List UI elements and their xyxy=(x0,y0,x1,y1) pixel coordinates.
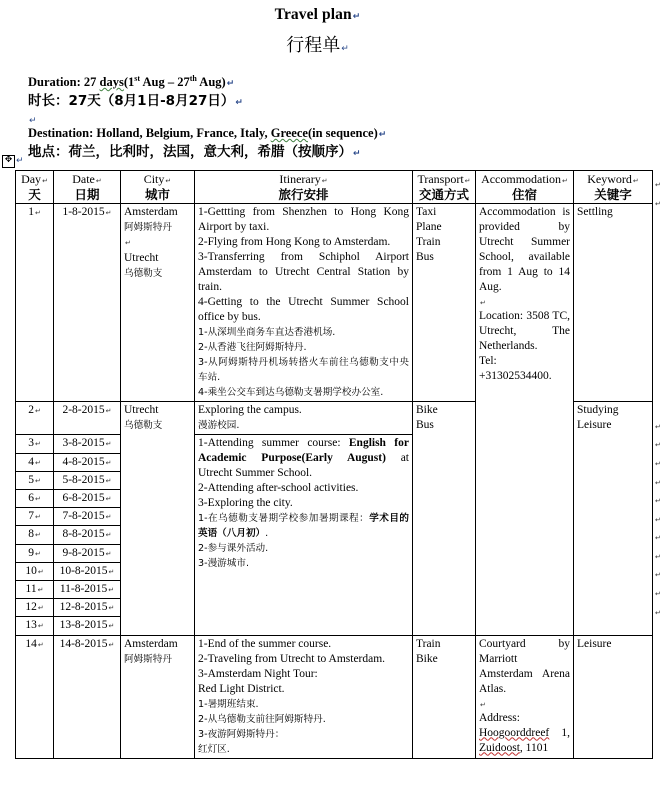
cell-day: 2↵ xyxy=(16,402,54,435)
cell-itinerary: 1-End of the summer course. 2-Traveling from Utrecht to Amsterdam. 3-Amsterdam Night Tour: Red Light District. 1-暑期班结束. 2-从乌德勒支前往阿姆斯特丹. 3-夜游阿姆斯特丹： 红灯区. xyxy=(195,635,413,758)
cell-day: 5↵ xyxy=(16,471,54,489)
cell-day: 12↵ xyxy=(16,599,54,617)
duration-line-zh: 时长：27天（8月1日-8月27日）↵ xyxy=(28,93,243,110)
cell-date: 14-8-2015↵ xyxy=(54,635,121,758)
cell-day: 7↵ xyxy=(16,508,54,526)
pilcrow-mark: ↵ xyxy=(352,12,361,22)
cell-date: 6-8-2015↵ xyxy=(54,490,121,508)
cell-transport: Bike Bus xyxy=(413,402,476,635)
pilcrow-mark: ↵ xyxy=(235,98,243,109)
pilcrow-mark: ↵ xyxy=(655,571,661,580)
pilcrow-mark: ↵ xyxy=(655,608,661,617)
table-row xyxy=(16,635,653,758)
pilcrow-mark xyxy=(655,213,669,232)
table-row xyxy=(16,204,653,402)
cell-keyword: Settling xyxy=(574,204,653,402)
table-move-handle-icon[interactable]: ✥ xyxy=(2,155,15,168)
pilcrow-mark: ↵ xyxy=(655,459,661,468)
cell-transport: Taxi Plane Train Bus xyxy=(413,204,476,402)
margin-pilcrow-column xyxy=(655,176,669,622)
column-header-keyword: Keyword↵ 关键字 xyxy=(574,171,653,204)
pilcrow-mark: ↵ xyxy=(655,534,661,543)
cell-date: 9-8-2015↵ xyxy=(54,544,121,562)
pilcrow-mark xyxy=(655,362,669,381)
cell-date: 1-8-2015↵ xyxy=(54,204,121,402)
cell-transport: Train Bike xyxy=(413,635,476,758)
cell-date: 5-8-2015↵ xyxy=(54,471,121,489)
destination-block xyxy=(0,125,671,163)
cell-itinerary: 1-Attending summer course: English for Academic Purpose(Early August) at Utrecht Summer School. 2-Attending after-school activities. 3-Exploring the city. 1-在乌德勒支暑期学校参加暑期课程：学术目的英语（八月初）. 2-参与课外活动. 3-漫游城市. xyxy=(195,435,413,635)
pilcrow-mark: ↵ xyxy=(655,478,661,487)
pilcrow-mark: ↵ xyxy=(378,130,387,141)
cell-date: 10-8-2015↵ xyxy=(54,562,121,580)
cell-day: 8↵ xyxy=(16,526,54,544)
pilcrow-mark xyxy=(655,343,669,362)
column-header-itinerary: Itinerary↵ 旅行安排 xyxy=(195,171,413,204)
cell-day: 9↵ xyxy=(16,544,54,562)
travel-plan-table-wrapper xyxy=(15,170,652,759)
pilcrow-mark xyxy=(655,399,669,418)
column-header-transport: Transport↵ 交通方式 xyxy=(413,171,476,204)
cell-date: 13-8-2015↵ xyxy=(54,617,121,635)
page-title-zh: 行程单↵ xyxy=(286,35,349,56)
page-title-en: Travel plan↵ xyxy=(274,6,361,23)
itinerary-line-course-zh: 1-在乌德勒支暑期学校参加暑期课程：学术目的英语（八月初）. xyxy=(198,513,409,540)
pilcrow-mark: ↵ xyxy=(655,590,661,599)
table-header-row xyxy=(16,171,653,204)
cell-day: 1↵ xyxy=(16,204,54,402)
pilcrow-mark: ↵ xyxy=(16,156,24,166)
cell-date: 8-8-2015↵ xyxy=(54,526,121,544)
cell-date: 2-8-2015↵ xyxy=(54,402,121,435)
cell-day: 11↵ xyxy=(16,581,54,599)
document-meta xyxy=(0,71,671,112)
travel-plan-table xyxy=(15,170,653,759)
pilcrow-mark xyxy=(655,306,669,325)
pilcrow-mark xyxy=(655,232,669,251)
column-header-accommodation: Accommodation↵ 住宿 xyxy=(476,171,574,204)
pilcrow-mark: ↵ xyxy=(655,552,661,561)
pilcrow-mark: ↵ xyxy=(655,497,661,506)
cell-date: 12-8-2015↵ xyxy=(54,599,121,617)
cell-accommodation: Accommodation is provided by Utrecht Summer School, available from 1 Aug to 14 Aug. ↵ Location: 3508 TC, Utrecht, The Netherlands. Tel: +31302534400. xyxy=(476,204,574,635)
column-header-city: City↵ 城市 xyxy=(121,171,195,204)
column-header-day: Day↵ 天 xyxy=(16,171,54,204)
pilcrow-mark: ↵ xyxy=(655,422,661,431)
cell-date: 11-8-2015↵ xyxy=(54,581,121,599)
cell-keyword: Leisure xyxy=(574,635,653,758)
pilcrow-mark: ↵ xyxy=(341,44,349,54)
pilcrow-mark xyxy=(655,250,669,269)
blank-line: ↵ xyxy=(480,299,486,308)
cell-itinerary: 1-Gettting from Shenzhen to Hong Kong Airport by taxi. 2-Flying from Hong Kong to Amsterdam. 3-Transferring from Schiphol Airport Amsterdam to Utrecht Central Station by train. 4-Getting to the Utrecht Summer School office by bus. 1-从深圳坐商务车直达香港机场. 2-从香港飞往阿姆斯特丹. 3-从阿姆斯特丹机场转搭火车前往乌德勒支中央车站. 4-乘坐公交车到达乌德勒支暑期学校办公室. xyxy=(195,204,413,402)
cell-city: Amsterdam 阿姆斯特丹 xyxy=(121,635,195,758)
pilcrow-mark: ↵ xyxy=(353,149,361,160)
cell-day: 3↵ xyxy=(16,435,54,453)
cell-itinerary: Exploring the campus. 漫游校园. xyxy=(195,402,413,435)
pilcrow-mark: ↵ xyxy=(655,199,661,208)
pilcrow-mark xyxy=(655,325,669,344)
cell-city: Utrecht 乌德勒支 xyxy=(121,402,195,635)
cell-date: 7-8-2015↵ xyxy=(54,508,121,526)
accommodation-address: Address: Hoogoorddreef 1, Zuidoost, 1101 xyxy=(479,711,570,754)
cell-day: 14↵ xyxy=(16,635,54,758)
cell-day: 10↵ xyxy=(16,562,54,580)
destination-line-en: Destination: Holland, Belgium, France, Italy, Greece(in sequence)↵ xyxy=(28,126,387,141)
pilcrow-mark xyxy=(655,269,669,288)
pilcrow-mark: ↵ xyxy=(655,515,661,524)
document-page xyxy=(0,6,671,808)
cell-day: 13↵ xyxy=(16,617,54,635)
cell-accommodation: Courtyard by Marriott Amsterdam Arena Atlas. ↵ Address: Hoogoorddreef 1, Zuidoost, 1101 xyxy=(476,635,574,758)
pilcrow-mark: ↵ xyxy=(29,116,37,127)
destination-line-zh: 地点：荷兰，比利时，法国，意大利，希腊（按顺序）↵ xyxy=(28,144,361,161)
itinerary-line-course: 1-Attending summer course: English for Academic Purpose(Early August) at Utrecht Summer School. xyxy=(198,437,409,480)
blank-line: ↵ xyxy=(480,700,486,709)
pilcrow-mark xyxy=(655,381,669,400)
cell-day: 6↵ xyxy=(16,490,54,508)
duration-line-en: Duration: 27 days(1st Aug – 27th Aug)↵ xyxy=(28,74,235,90)
cell-city: Amsterdam 阿姆斯特丹 ↵ Utrecht 乌德勒支 xyxy=(121,204,195,402)
cell-keyword: Studying Leisure xyxy=(574,402,653,635)
cell-day: 4↵ xyxy=(16,453,54,471)
column-header-date: Date↵ 日期 xyxy=(54,171,121,204)
pilcrow-mark: ↵ xyxy=(226,79,235,90)
cell-date: 3-8-2015↵ xyxy=(54,435,121,453)
pilcrow-mark xyxy=(655,288,669,307)
cell-date: 4-8-2015↵ xyxy=(54,453,121,471)
pilcrow-mark: ↵ xyxy=(655,181,661,189)
pilcrow-mark: ↵ xyxy=(655,441,661,450)
meta-empty-line xyxy=(0,112,671,125)
